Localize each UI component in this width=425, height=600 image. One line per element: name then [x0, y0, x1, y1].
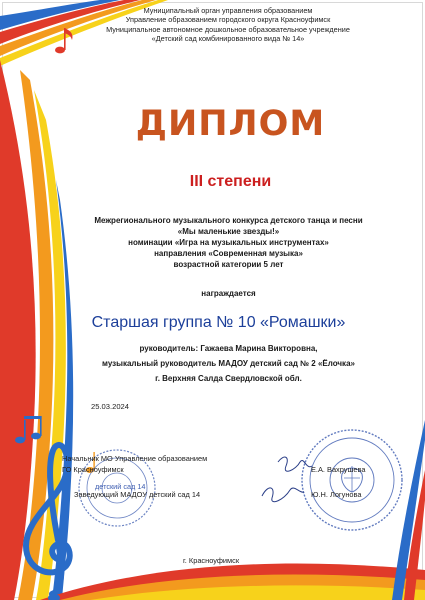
issue-date: 25.03.2024: [91, 402, 130, 411]
manager-signature: [262, 488, 304, 502]
head-signature: [278, 457, 312, 471]
contest-name: «Мы маленькие звезды!»: [177, 227, 280, 236]
manager-name: Ю.Н. Логунова: [311, 490, 362, 499]
contest-line: Межрегионального музыкального конкурса детского танца и песни: [94, 216, 363, 225]
head-name: Е.А. Вахрушева: [311, 465, 366, 474]
org-line: Муниципальное автономное дошкольное образовательное учреждение: [106, 24, 350, 34]
org-line: «Детский сад комбинированного вида № 14»: [151, 34, 305, 44]
head-title: Начальник МО Управление образованием: [62, 454, 208, 463]
diploma-title: ДИПЛОМ: [135, 104, 326, 144]
city-label: г. Красноуфимск: [183, 556, 240, 565]
head-title-city: ГО Красноуфимск: [62, 465, 124, 474]
leader-location: г. Верхняя Салда Свердловской обл.: [155, 374, 302, 383]
manager-title: Заведующий МАДОУ детский сад 14: [74, 490, 201, 499]
awarded-label: награждается: [201, 289, 256, 298]
leader-position: музыкальный руководитель МАДОУ детский сад № 2 «Ёлочка»: [102, 359, 355, 368]
contest-nomination: номинации «Игра на музыкальных инструментах»: [128, 238, 329, 247]
stamp-text: детский сад 14: [95, 482, 146, 491]
contest-age-category: возрастной категории 5 лет: [173, 260, 284, 269]
contest-direction: направления «Современная музыка»: [154, 249, 303, 258]
org-line: Муниципальный орган управления образованием: [143, 6, 313, 15]
degree-label: III степени: [189, 173, 272, 190]
awardee-name: Старшая группа № 10 «Ромашки»: [91, 314, 346, 331]
org-line: Управление образованием городского округа Красноуфимск: [125, 15, 331, 25]
leader-line: руководитель: Гажаева Марина Викторовна,: [139, 344, 318, 353]
